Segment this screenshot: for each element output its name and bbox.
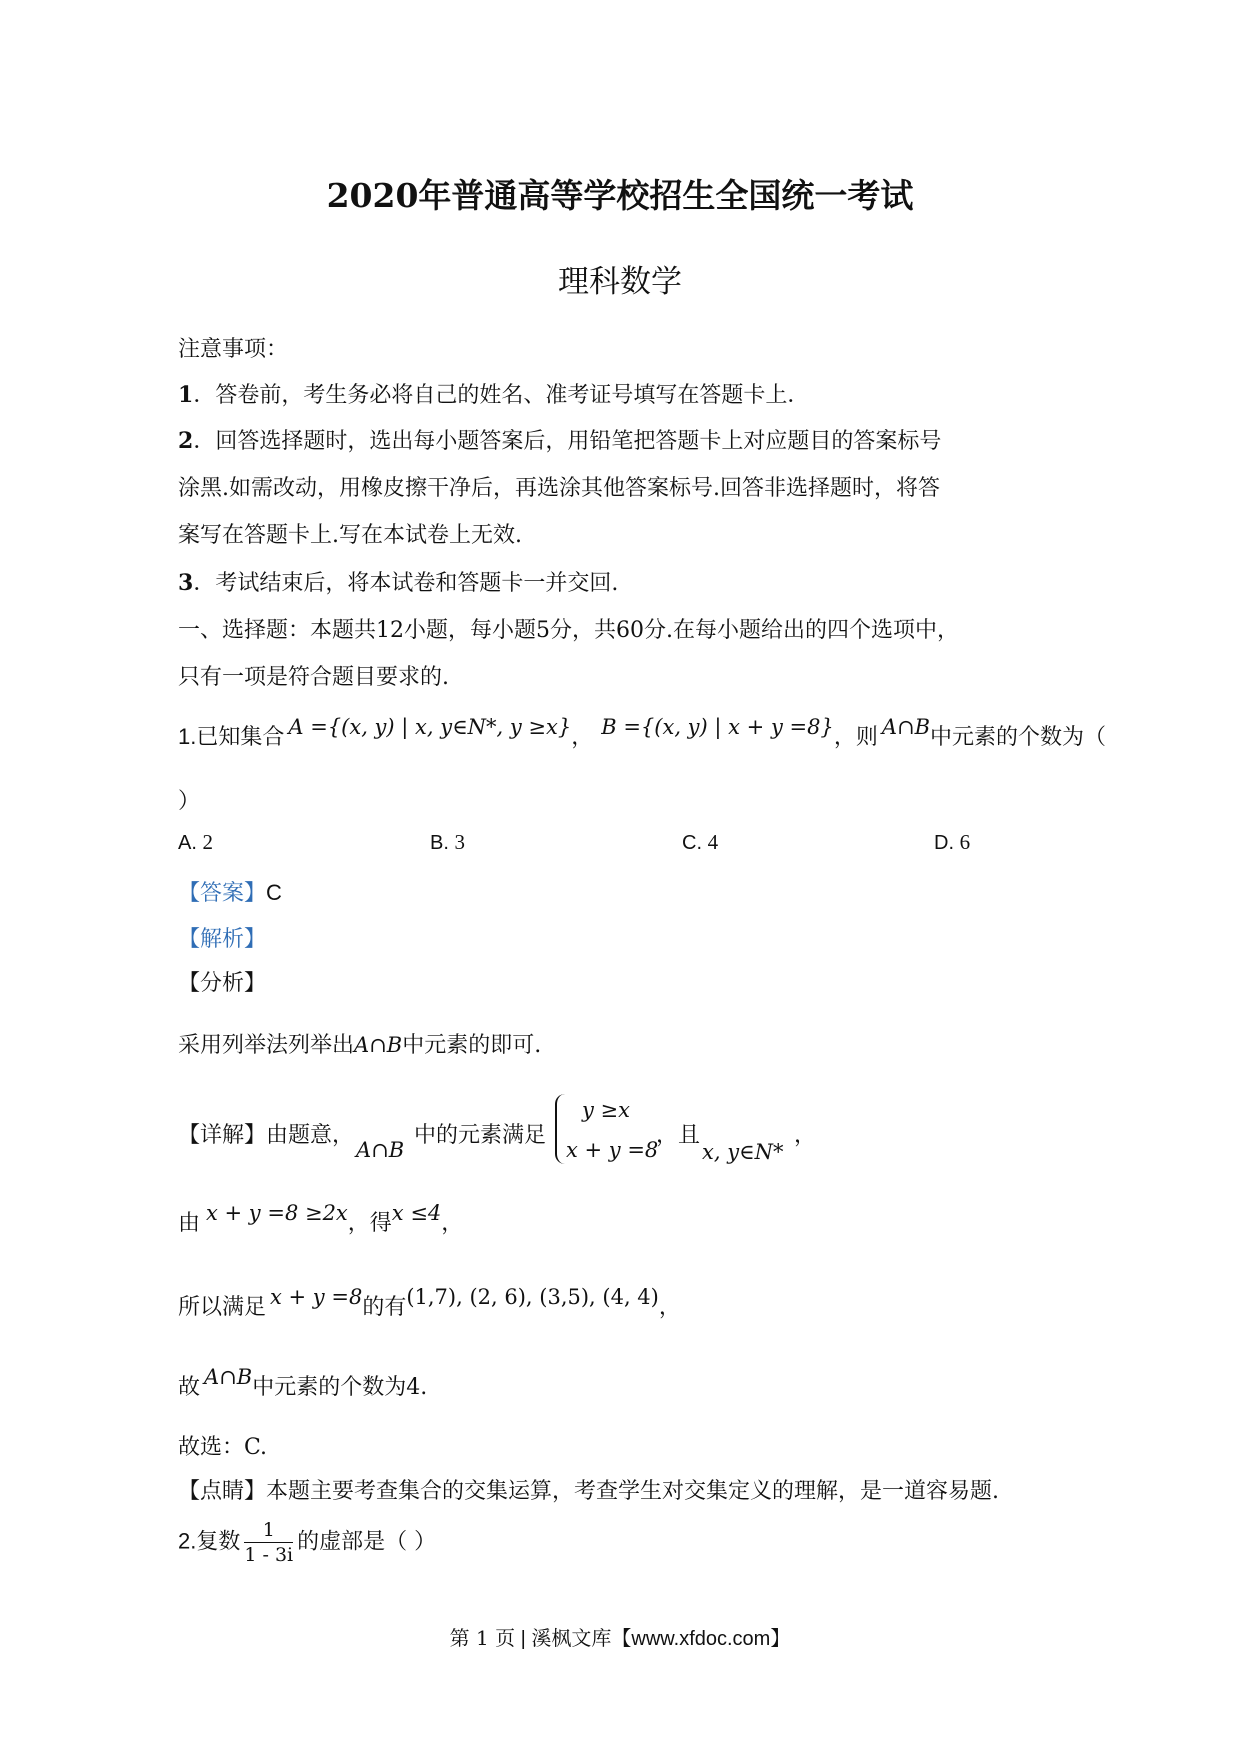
page-title: 2020年普通高等学校招生全国统一考试 [326,176,914,215]
step-2-mid: 的有 [362,1295,407,1320]
question-1-suffix: 中元素的个数为（ [930,725,1107,750]
question-1-then: ，则 [833,725,878,750]
detail-mid: 中的元素满足 [414,1123,547,1148]
notice-item-1 [178,378,809,409]
option-value: 6 [959,830,971,854]
step-3 [178,1365,428,1401]
notice-item-number: 2 [178,428,194,454]
fraction-numerator: 1 [244,1518,293,1543]
section-heading: 一、选择题：本题共12小题，每小题5分，共60分.在每小题给出的四个选项中， [178,618,959,643]
intersection-formula: A∩B [881,715,931,739]
condition-2: x + y =8 [566,1138,659,1162]
step-3-pre: 故 [178,1375,201,1400]
intersection-formula: A∩B [204,1365,253,1389]
detail-comma: ， [794,1123,817,1148]
step-2-formula: x + y =8 [270,1285,363,1309]
domain-formula: x, y∈N* [702,1140,784,1164]
detail-and: ，且 [656,1123,701,1148]
condition-1: y ≥x [582,1098,630,1122]
notice-item-2-line-3: 案写在答题卡上.写在本试卷上无效. [178,523,522,548]
notice-item-2-line-2: 涂黑.如需改动，用橡皮擦干净后，再选涂其他答案标号.回答非选择题时，将答 [178,476,940,501]
comment-text: 本题主要考查集合的交集运算，考查学生对交集定义的理解，是一道容易题. [266,1479,1000,1504]
option-label: C. [682,832,702,854]
step-2-pre: 所以满足 [178,1295,267,1320]
option-c [682,830,718,855]
answer-tag: 【答案】 [178,881,267,906]
option-b [430,830,465,855]
step-1-formula: x + y =8 ≥2x [206,1201,348,1225]
step-1-mid: ，得 [347,1211,392,1236]
intersection-formula: A∩B [354,1033,403,1057]
option-value: 2 [202,830,213,854]
option-label: A. [178,832,197,854]
comment-tag: 【点睛】 [178,1479,267,1504]
step-1-result: x ≤4 [391,1201,442,1225]
detail-line [178,1118,354,1149]
footer-separator: | [515,1628,532,1650]
fraction-denominator: 1 - 3i [244,1544,294,1566]
fenxi-text-pre: 采用列举法列举出 [178,1033,355,1058]
page-subtitle: 理科数学 [558,264,682,300]
notice-heading: 注意事项： [178,337,289,362]
answer-line [178,876,282,907]
fenxi-text [178,1028,541,1059]
comment-line [178,1474,999,1505]
analysis-tag: 【解析】 [178,927,267,952]
option-label: D. [934,832,954,854]
notice-item-text: ．答卷前，考生务必将自己的姓名、准考证号填写在答题卡上． [193,383,810,408]
fraction [244,1518,293,1567]
answer-value: C [266,880,282,905]
option-d [934,830,970,855]
notice-item-number: 1 [178,382,194,408]
section-heading-line-2: 只有一项是符合题目要求的. [178,665,449,690]
set-b-formula: B ={(x, y) | x + y =8} [601,715,834,739]
notice-item-number: 3 [178,570,194,596]
footer-site: 溪枫文库【www.xfdoc.com】 [531,1628,791,1650]
notice-item-2 [178,424,941,455]
step-1-pre: 由 [178,1211,201,1236]
page-footer [0,1622,1240,1651]
notice-item-3 [178,566,618,597]
choice-line: 故选：C. [178,1435,268,1460]
detail-tag: 【详解】 [178,1123,267,1148]
question-2-stem [178,1518,436,1567]
question-2-prefix: 2.复数 [178,1528,241,1554]
fenxi-tag: 【分析】 [178,971,267,996]
page-number: 第 1 页 [449,1626,516,1650]
step-3-post: 中元素的个数为4. [252,1375,428,1400]
option-value: 4 [707,830,719,854]
detail-pre: 由题意， [266,1123,355,1148]
question-1-close-paren: ） [178,789,201,814]
question-2-suffix: 的虚部是（ ） [297,1529,437,1555]
option-label: B. [430,832,449,854]
question-1-prefix: 1.已知集合 [178,724,285,749]
notice-item-text: ．考试结束后，将本试卷和答题卡一并交回. [193,571,619,596]
step-2: 所以满足 x + y =8的有(1,7), (2, 6), (3,5), (4, 4)， [178,1285,681,1320]
fenxi-text-post: 中元素的即可. [402,1033,542,1058]
step-2-pairs: (1,7), (2, 6), (3,5), (4, 4) [406,1285,659,1309]
option-value: 3 [454,830,465,854]
step-1: 由 x + y =8 ≥2x，得x ≤4， [178,1201,464,1236]
option-a [178,830,213,855]
set-a-formula: A ={(x, y) | x, y∈N*, y ≥x} [288,715,572,739]
intersection-formula: A∩B [356,1138,405,1162]
notice-item-text: ．回答选择题时，选出每小题答案后，用铅笔把答题卡上对应题目的答案标号 [193,429,942,454]
question-1-stem: 1.已知集合 A ={(x, y) | x, y∈N*, y ≥x}， B ={(x, y) | x + y =8}，则 A∩B中元素的个数为（ [178,715,1107,750]
